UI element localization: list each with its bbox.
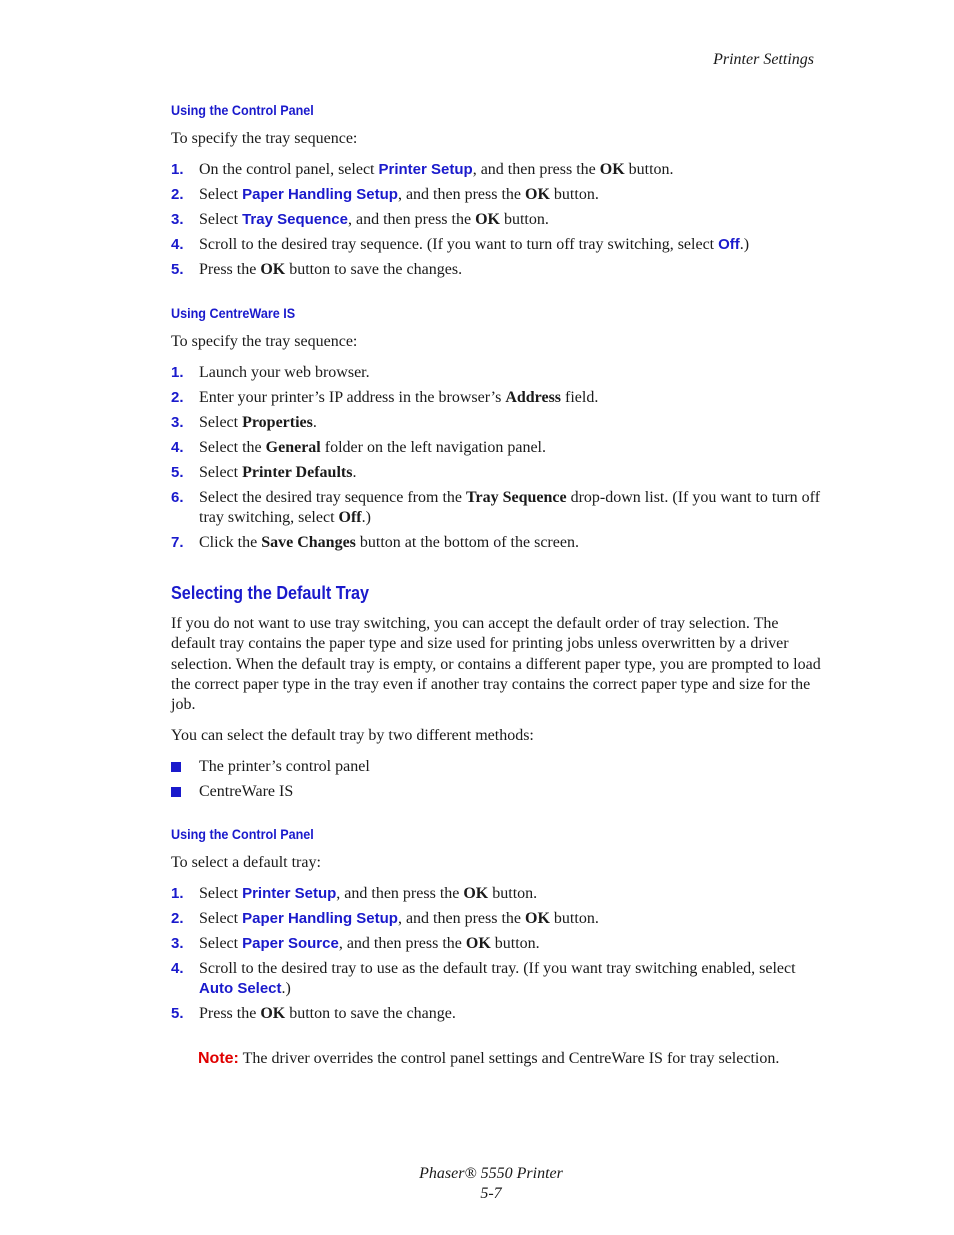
list-item: 2. Select Paper Handling Setup, and then press the OK button. <box>171 909 599 927</box>
bullet-icon <box>171 762 181 772</box>
list-item: 3. Select Tray Sequence, and then press the OK button. <box>171 210 549 228</box>
intro-2: To specify the tray sequence: <box>171 333 358 350</box>
list-item: 2. Enter your printer’s IP address in the browser’s Address field. <box>171 388 599 406</box>
list-item: 5. Select Printer Defaults. <box>171 463 357 481</box>
note-label: Note: <box>198 1050 239 1067</box>
list-item: 1. Select Printer Setup, and then press the OK button. <box>171 885 538 902</box>
page-number: 5-7 <box>480 1185 502 1202</box>
list-item: 3. Select Properties. <box>171 413 317 431</box>
paragraph-methods: You can select the default tray by two different methods: <box>171 727 534 744</box>
steps-list-1 <box>171 160 821 285</box>
subhead-centreware: Using CentreWare IS <box>171 305 296 321</box>
running-header: Printer Settings <box>713 51 814 68</box>
intro-1: To specify the tray sequence: <box>171 130 358 147</box>
subhead-control-panel-2: Using the Control Panel <box>171 826 314 842</box>
steps-list-2 <box>171 363 821 558</box>
list-item: 6. Select the desired tray sequence from the Tray Sequence drop-down list. (If you want to turn off tray switching, select Off.) <box>171 488 821 527</box>
list-item: The printer’s control panel <box>171 757 821 777</box>
list-item: 1. On the control panel, select Printer Setup, and then press the OK button. <box>171 161 674 178</box>
subhead-control-panel-1: Using the Control Panel <box>171 102 314 118</box>
list-item: 4. Select the General folder on the left navigation panel. <box>171 438 546 456</box>
note-text: The driver overrides the control panel settings and CentreWare IS for tray selection. <box>238 1050 780 1067</box>
list-item: 5. Press the OK button to save the change. <box>171 1005 456 1023</box>
list-item: 4. Scroll to the desired tray sequence. (If you want to turn off tray switching, select Off.) <box>171 235 750 253</box>
list-item: 3. Select Paper Source, and then press the OK button. <box>171 934 540 952</box>
footer-product: Phaser® 5550 Printer <box>419 1165 563 1182</box>
steps-list-4 <box>171 884 821 1029</box>
intro-4: To select a default tray: <box>171 854 321 871</box>
list-item: CentreWare IS <box>171 782 821 802</box>
bullet-icon <box>171 787 181 797</box>
list-item: 7. Click the Save Changes button at the bottom of the screen. <box>171 534 579 552</box>
section-heading-default-tray: Selecting the Default Tray <box>171 583 370 603</box>
list-item: 5. Press the OK button to save the changes. <box>171 260 463 278</box>
bullet-list <box>171 757 821 807</box>
list-item: 4. Scroll to the desired tray to use as the default tray. (If you want tray switching enabled, select Auto Select.) <box>171 959 796 998</box>
paragraph-default-tray: If you do not want to use tray switching, you can accept the default order of tray selection. The default tray contains the paper type and size used for printing jobs unless overwritten by a driver selection. When the default tray is empty, or contains a different paper type, you are prompted to load the correct paper type in the tray even if another tray contains the correct paper type and size for the job. <box>171 615 821 714</box>
list-item: 1. Launch your web browser. <box>171 364 370 381</box>
note <box>198 1050 838 1068</box>
list-item: 2. Select Paper Handling Setup, and then press the OK button. <box>171 185 599 203</box>
